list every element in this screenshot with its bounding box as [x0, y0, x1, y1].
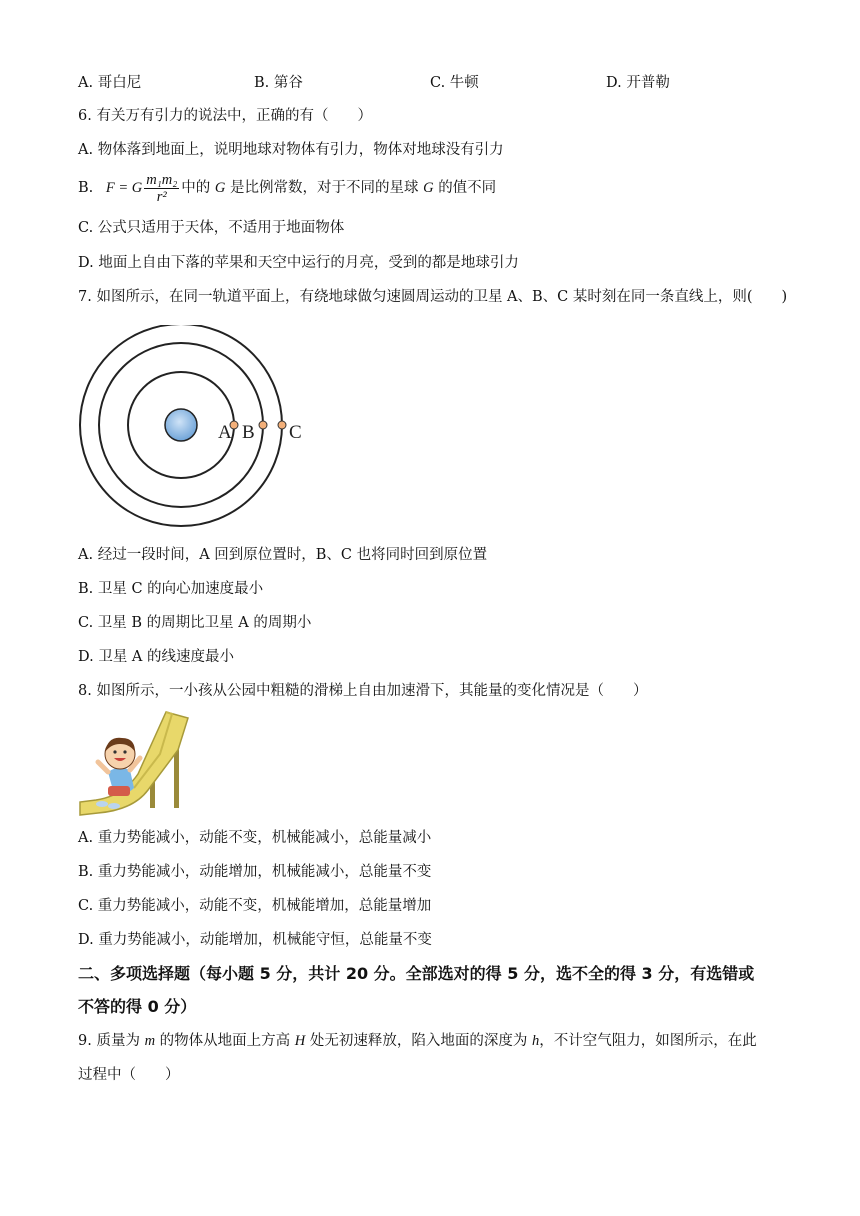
slide-illustration: [78, 710, 193, 820]
label-b: B: [242, 422, 255, 443]
q6-option-b: B. F = G $\frac{\text{m₁m₂}}{\text{r²}}$ 中的 G 是比例常数，对于不同的星球 G 的值不同: [78, 171, 497, 205]
satellite-c: [278, 421, 286, 429]
q5-option-c: C. 牛顿: [430, 75, 479, 91]
formula-lhs: F = G: [105, 180, 143, 196]
label-a: A: [218, 422, 232, 443]
q9-stem-line2: 过程中（ ）: [78, 1067, 180, 1083]
q6-option-c: C. 公式只适用于天体，不适用于地面物体: [78, 220, 345, 236]
q7-option-c: C. 卫星 B 的周期比卫星 A 的周期小: [78, 615, 312, 631]
q5-option-a: A. 哥白尼: [78, 75, 142, 91]
q7-option-a: A. 经过一段时间，A 回到原位置时，B、C 也将同时回到原位置: [78, 547, 488, 563]
section-2-heading-line2: 不答的得 0 分）: [78, 997, 197, 1016]
q5-option-d: D. 开普勒: [606, 75, 670, 91]
q7-option-d: D. 卫星 A 的线速度最小: [78, 649, 235, 665]
gravity-formula-fraction: $\frac{\text{m₁m₂}}{\text{r²}}$: [146, 171, 178, 205]
label-c: C: [289, 422, 302, 443]
q8-option-b: B. 重力势能减小，动能增加，机械能减小，总能量不变: [78, 864, 432, 880]
section-2-heading-line1: 二、多项选择题（每小题 5 分，共计 20 分。全部选对的得 5 分，选不全的得 3 分，有选错或: [78, 964, 755, 983]
q8-option-a: A. 重力势能减小，动能不变，机械能减小，总能量减小: [78, 830, 432, 846]
q7-option-b: B. 卫星 C 的向心加速度最小: [78, 581, 264, 597]
satellite-b: [259, 421, 267, 429]
q6-option-d: D. 地面上自由下落的苹果和天空中运行的月亮，受到的都是地球引力: [78, 255, 519, 271]
q6-option-a: A. 物体落到地面上，说明地球对物体有引力，物体对地球没有引力: [78, 142, 504, 158]
q6-stem: 6. 有关万有引力的说法中，正确的有（ ）: [78, 108, 372, 124]
orbit-diagram: [78, 325, 318, 530]
q8-option-d: D. 重力势能减小，动能增加，机械能守恒，总能量不变: [78, 932, 432, 948]
q5-option-b: B. 第谷: [254, 75, 303, 91]
q8-option-c: C. 重力势能减小，动能不变，机械能增加，总能量增加: [78, 898, 432, 914]
q9-stem-line1: 9. 质量为 m 的物体从地面上方高 H 处无初速释放，陷入地面的深度为 h，不计空气阻力，如图所示，在此: [78, 1033, 757, 1049]
earth: [165, 409, 197, 441]
q7-stem: 7. 如图所示，在同一轨道平面上，有绕地球做匀速圆周运动的卫星 A、B、C 某时刻在同一条直线上，则( ): [78, 289, 788, 305]
q8-stem: 8. 如图所示，一小孩从公园中粗糙的滑梯上自由加速滑下，其能量的变化情况是（ ）: [78, 683, 648, 699]
